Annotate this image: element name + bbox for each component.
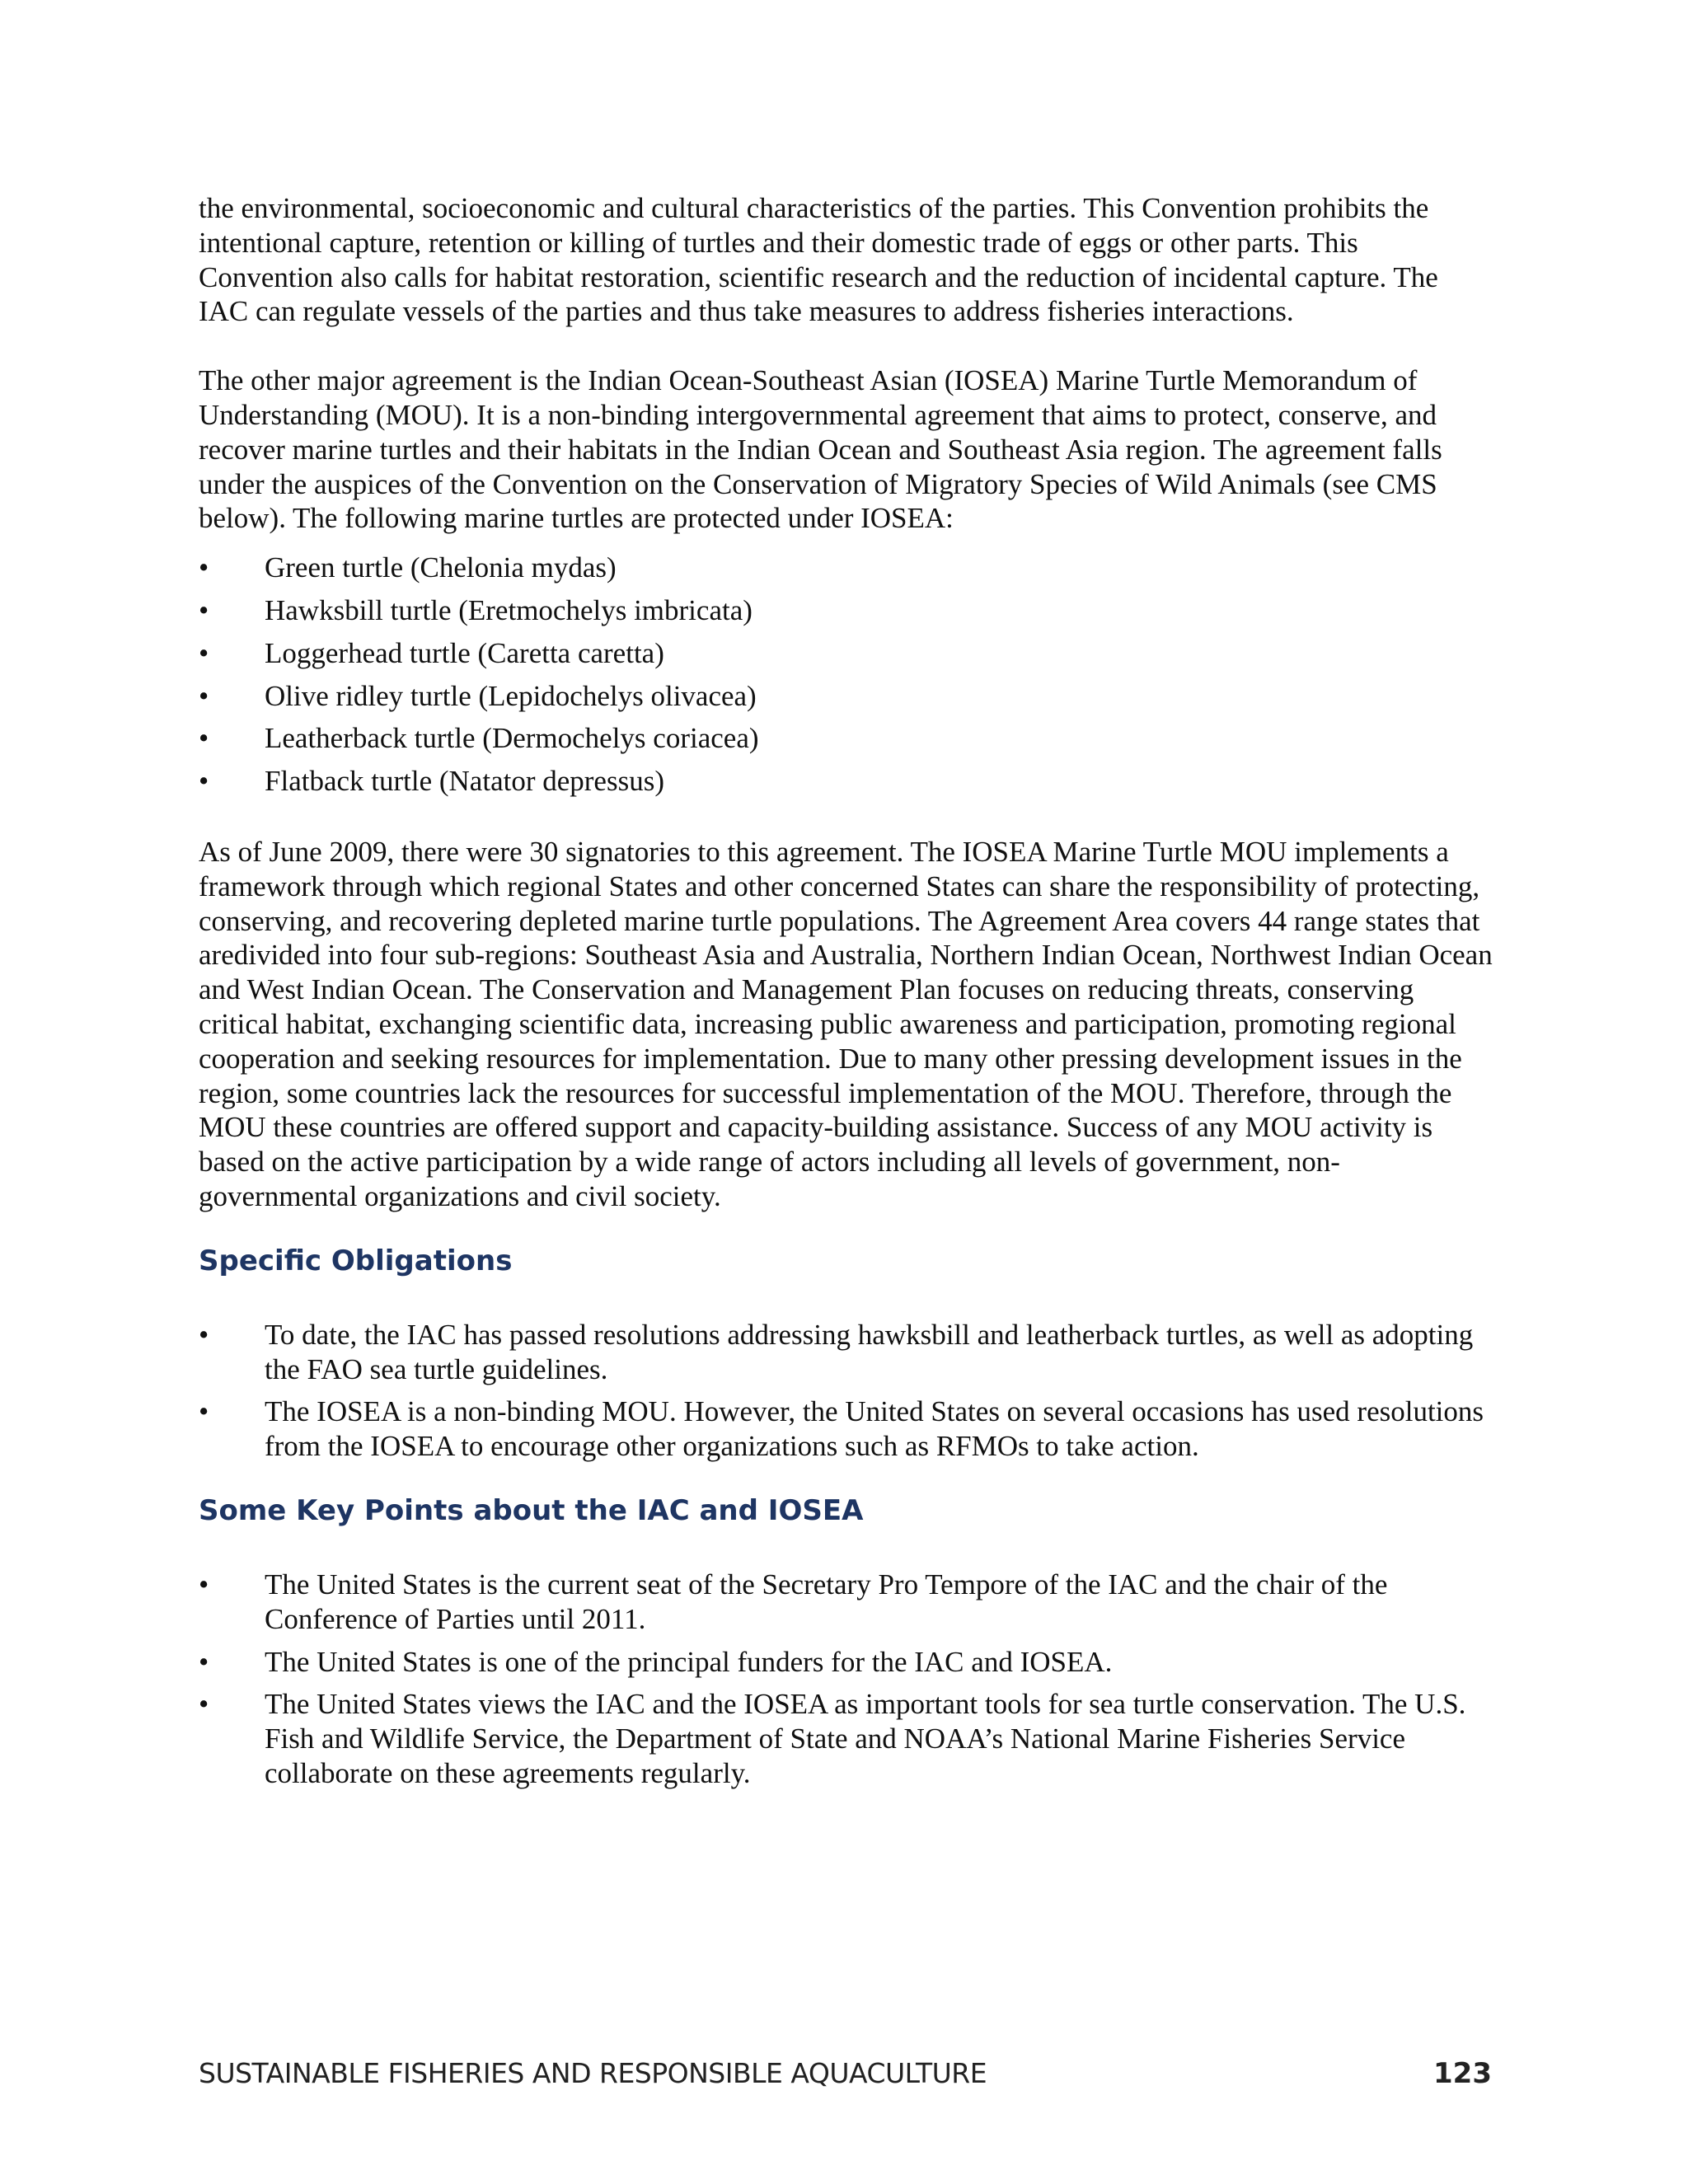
paragraph-iosea-mou: The other major agreement is the Indian Ocean-Southeast Asian (IOSEA) Marine Turtle Memorandum of Understanding (MOU). It is a non-binding intergovernmental agreement that aims to protect, conserve, and recover marine turtles and their habitats in the Indian Ocean and Southeast Asia region. The agreement falls under the auspices of the Convention on the Conservation of Migratory Species of Wild Animals (see CMS below). The following marine turtles are protected under IOSEA:	[199, 364, 1442, 535]
list-item-text: The IOSEA is a non-binding MOU. However, the United States on several occasions has used resolutions from the IOSEA to encourage other organizations such as RFMOs to take action.	[265, 1395, 1484, 1463]
paragraph-iac-convention: the environmental, socioeconomic and cultural characteristics of the parties. This Convention prohibits the intentional capture, retention or killing of turtles and their domestic trade of eggs or other parts. This Convention also calls for habitat restoration, scientific research and the reduction of incidental capture. The IAC can regulate vessels of the parties and thus take measures to address fisheries interactions.	[199, 192, 1438, 328]
bullet-marker: •	[199, 1395, 209, 1428]
page-body	[199, 191, 1493, 1821]
specific-obligations-list	[199, 1318, 1493, 1464]
protected-turtles-list	[199, 551, 1493, 799]
bullet-marker: •	[199, 722, 209, 755]
list-item-text: Flatback turtle (Natator depressus)	[265, 765, 664, 798]
paragraph-signatories: As of June 2009, there were 30 signatories to this agreement. The IOSEA Marine Turtle MOU implements a framework through which regional States and other concerned States can share the responsibility of protecting, conserving, and recovering depleted marine turtle populations. The Agreement Area covers 44 range states that aredivided into four sub-regions: Southeast Asia and Australia, Northern Indian Ocean, Northwest Indian Ocean and West Indian Ocean. The Conservation and Management Plan focuses on reducing threats, conserving critical habitat, exchanging scientific data, increasing public awareness and participation, promoting regional cooperation and seeking resources for implementation. Due to many other pressing development issues in the region, some countries lack the resources for successful implementation of the MOU. Therefore, through the MOU these countries are offered support and capacity-building assistance. Success of any MOU activity is based on the active participation by a wide range of actors including all levels of government, non-governmental organizations and civil society.	[199, 835, 1493, 1212]
list-item-text: Loggerhead turtle (Caretta caretta)	[265, 636, 664, 669]
list-item	[199, 1687, 1493, 1790]
bullet-marker: •	[199, 765, 209, 798]
list-item-text: The United States is one of the principal funders for the IAC and IOSEA.	[265, 1645, 1113, 1678]
list-item	[199, 721, 1493, 756]
list-item-text: Green turtle (Chelonia mydas)	[265, 551, 617, 584]
list-item	[199, 636, 1493, 671]
list-item	[199, 1394, 1493, 1464]
list-item	[199, 1318, 1493, 1387]
section-heading-specific-obligations: Specific Obligations	[199, 1244, 513, 1277]
bullet-marker: •	[199, 593, 209, 626]
list-item-text: The United States views the IAC and the IOSEA as important tools for sea turtle conservation. The U.S. Fish and Wildlife Service, the Department of State and NOAA’s National Marine Fisheries Service collaborate on these agreements regularly.	[265, 1688, 1466, 1789]
section-heading-key-points: Some Key Points about the IAC and IOSEA	[199, 1493, 864, 1527]
list-item	[199, 551, 1493, 585]
list-item-text: Leatherback turtle (Dermochelys coriacea)	[265, 722, 759, 755]
list-item	[199, 1645, 1493, 1680]
list-item-text: Olive ridley turtle (Lepidochelys olivacea)	[265, 679, 757, 712]
bullet-marker: •	[199, 636, 209, 669]
page-number: 123	[1433, 2057, 1492, 2090]
list-item	[199, 679, 1493, 714]
bullet-marker: •	[199, 1688, 209, 1721]
list-item	[199, 1568, 1493, 1637]
bullet-marker: •	[199, 1645, 209, 1678]
list-item	[199, 593, 1493, 628]
list-item-text: The United States is the current seat of the Secretary Pro Tempore of the IAC and the chair of the Conference of Parties until 2011.	[265, 1568, 1388, 1635]
page-footer	[199, 2057, 1492, 2092]
list-item-text: Hawksbill turtle (Eretmochelys imbricata)	[265, 593, 753, 626]
key-points-list	[199, 1568, 1493, 1791]
bullet-marker: •	[199, 551, 209, 584]
bullet-marker: •	[199, 1568, 209, 1601]
bullet-marker: •	[199, 679, 209, 712]
list-item	[199, 764, 1493, 799]
list-item-text: To date, the IAC has passed resolutions addressing hawksbill and leatherback turtles, as well as adopting the FAO sea turtle guidelines.	[265, 1318, 1474, 1385]
footer-title: SUSTAINABLE FISHERIES AND RESPONSIBLE AQUACULTURE	[199, 2057, 987, 2089]
bullet-marker: •	[199, 1318, 209, 1351]
